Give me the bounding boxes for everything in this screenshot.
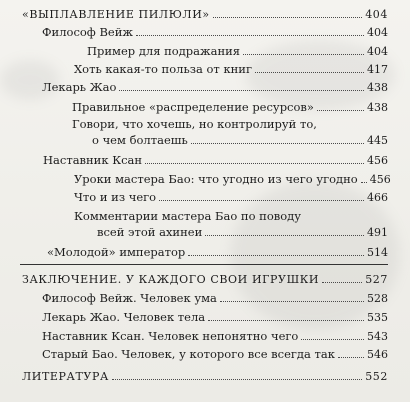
- toc-leader-dots: [243, 53, 364, 55]
- toc-entry: [72, 100, 388, 114]
- toc-leader-dots: [361, 181, 367, 183]
- toc-entry: [92, 133, 388, 147]
- toc-entry-page: 404: [367, 45, 388, 58]
- toc-entry-page: 546: [367, 348, 388, 361]
- toc-entry-title: Что и из чего: [74, 190, 157, 204]
- toc-leader-dots: [159, 199, 364, 201]
- toc-entry: [87, 44, 388, 58]
- toc-entry-title: Старый Бао. Человек, у которого все всегда так: [42, 347, 335, 361]
- toc-entry-page: 466: [367, 191, 388, 204]
- toc-entry-page: 527: [365, 273, 388, 286]
- toc-entry-page: 543: [367, 330, 388, 343]
- toc-leader-dots: [255, 71, 364, 73]
- toc-entry-page: 438: [367, 81, 388, 94]
- toc-leader-dots: [317, 109, 364, 111]
- toc-entry-title: Философ Вейж. Человек ума: [42, 291, 217, 305]
- toc-entry-page: 445: [367, 134, 388, 147]
- toc-leader-dots: [145, 162, 364, 164]
- toc-entry-title: Философ Вейж: [42, 25, 133, 39]
- toc-leader-dots: [322, 281, 362, 283]
- toc-entry-title: Пример для подражания: [87, 44, 241, 58]
- toc-entry: [74, 190, 388, 204]
- toc-entry-page: 404: [365, 8, 388, 21]
- toc-entry-page: 456: [369, 173, 391, 186]
- toc-entry: [42, 80, 388, 94]
- toc-entry-title: Уроки мастера Бао: что угодно из чего угодно: [74, 172, 358, 186]
- toc-entry: [42, 291, 388, 305]
- toc-entry-title-line: Комментарии мастера Бао по поводу: [74, 209, 301, 223]
- toc-entry-page: 535: [367, 311, 388, 324]
- toc-leader-dots: [191, 142, 364, 144]
- toc-entry: [22, 370, 388, 383]
- toc-leader-dots: [136, 34, 364, 36]
- toc-entry-title: Наставник Ксан. Человек непонятно чего: [42, 329, 299, 343]
- toc-entry-title: Хоть какая-то польза от книг: [74, 62, 252, 76]
- toc-entry: [42, 25, 388, 39]
- toc-entry: [22, 8, 388, 21]
- toc-entry: [42, 347, 388, 361]
- toc-leader-dots: [338, 356, 364, 358]
- toc-entry: [97, 225, 388, 239]
- toc-leader-dots: [213, 16, 362, 18]
- toc-entry-title: ЛИТЕРАТУРА: [22, 370, 109, 383]
- toc-entry-title: «Молодой» император: [47, 245, 186, 259]
- toc-entry-title: ЗАКЛЮЧЕНИЕ. У КАЖДОГО СВОИ ИГРУШКИ: [22, 273, 320, 286]
- toc-entry: [47, 245, 388, 259]
- toc-leader-dots: [220, 300, 364, 302]
- toc-entry: [74, 62, 388, 76]
- toc-entry-title-line: Говори, что хочешь, но контролируй то,: [72, 117, 317, 131]
- toc-entry-page: 404: [367, 26, 388, 39]
- toc-entry-title: Лекарь Жао: [42, 80, 117, 94]
- toc-leader-dots: [112, 378, 362, 380]
- toc-entry-page: 456: [367, 154, 388, 167]
- toc-entry: [43, 153, 388, 167]
- toc-leader-dots: [188, 254, 364, 256]
- toc-entry: [74, 172, 391, 186]
- toc-entry-page: 491: [367, 226, 388, 239]
- toc-leader-dots: [208, 319, 364, 321]
- section-divider: [20, 264, 388, 265]
- toc-entry-page: 438: [367, 101, 388, 114]
- toc-entry: [22, 273, 388, 286]
- toc-leader-dots: [205, 234, 364, 236]
- toc-entry-page: 528: [367, 292, 388, 305]
- toc-entry-title: Лекарь Жао. Человек тела: [42, 310, 206, 324]
- toc-entry-title: о чем болтаешь: [92, 133, 188, 147]
- toc-entry-page: 417: [367, 63, 388, 76]
- toc-entry: [42, 329, 388, 343]
- toc-entry: [42, 310, 388, 324]
- toc-entry-page: 552: [365, 370, 388, 383]
- toc-leader-dots: [301, 338, 364, 340]
- toc-entry-page: 514: [367, 246, 388, 259]
- toc-entry-title: «ВЫПЛАВЛЕНИЕ ПИЛЮЛИ»: [22, 8, 210, 21]
- toc-leader-dots: [119, 89, 364, 91]
- toc-entry-title: Правильное «распределение ресурсов»: [72, 100, 314, 114]
- toc-entry-title: Наставник Ксан: [43, 153, 143, 167]
- toc-entry-title: всей этой ахинеи: [97, 225, 203, 239]
